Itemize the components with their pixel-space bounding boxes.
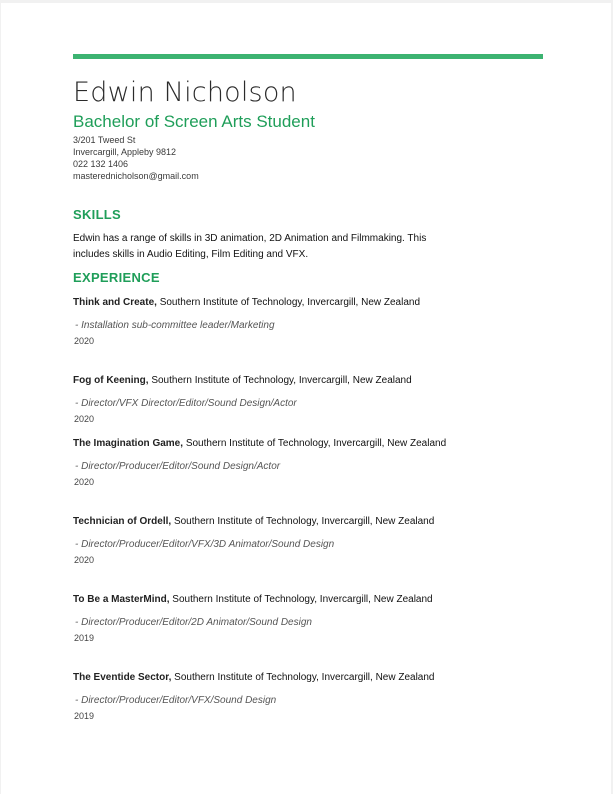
experience-item-title: The Eventide Sector, <box>73 672 172 683</box>
contact-phone: 022 132 1406 <box>73 159 129 169</box>
experience-item-header <box>73 514 453 529</box>
experience-item-title: Technician of Ordell, <box>73 516 172 527</box>
experience-item-header <box>73 295 453 310</box>
experience-item <box>73 514 453 565</box>
experience-item-title: To Be a MasterMind, <box>73 594 170 605</box>
experience-item <box>73 436 453 487</box>
experience-item-place: Southern Institute of Technology, Invercargill, New Zealand <box>172 594 433 605</box>
experience-item-header <box>73 436 453 451</box>
experience-item-place: Southern Institute of Technology, Invercargill, New Zealand <box>151 375 412 386</box>
experience-item-year: 2019 <box>74 633 95 643</box>
experience-item <box>73 670 453 721</box>
skills-heading: SKILLS <box>73 207 122 222</box>
contact-block <box>73 134 199 182</box>
experience-item-title: Fog of Keening, <box>73 375 149 386</box>
accent-bar <box>73 54 543 59</box>
experience-item-place: Southern Institute of Technology, Invercargill, New Zealand <box>174 672 435 683</box>
experience-item-role: - Installation sub-committee leader/Marketing <box>75 320 275 331</box>
experience-item-place: Southern Institute of Technology, Invercargill, New Zealand <box>173 516 435 527</box>
experience-item-role: - Director/VFX Director/Editor/Sound Design/Actor <box>75 398 297 409</box>
experience-item-year: 2019 <box>74 711 95 721</box>
experience-item-year: 2020 <box>74 477 95 487</box>
experience-item-role: - Director/Producer/Editor/Sound Design/Actor <box>75 461 281 472</box>
contact-address-line-2: Invercargill, Appleby 9812 <box>73 147 177 157</box>
experience-item <box>73 295 453 346</box>
experience-item-role: - Director/Producer/Editor/VFX/3D Animator/Sound Design <box>75 539 335 550</box>
experience-item-title: The Imagination Game, <box>73 438 184 449</box>
experience-item-header <box>73 592 453 607</box>
experience-item-place: Southern Institute of Technology, Invercargill, New Zealand <box>185 438 447 449</box>
experience-item-year: 2020 <box>74 555 95 565</box>
resume-page <box>1 3 611 794</box>
contact-email: masterednicholson@gmail.com <box>73 171 199 181</box>
experience-item-year: 2020 <box>74 414 95 424</box>
experience-item-header <box>73 373 453 388</box>
experience-item <box>73 592 453 643</box>
experience-heading: EXPERIENCE <box>73 270 160 285</box>
skills-text: Edwin has a range of skills in 3D animation, 2D Animation and Filmmaking. This includes skills in Audio Editing, Film Editing and VFX. <box>73 233 427 260</box>
experience-item-title: Think and Create, <box>73 297 157 308</box>
experience-item-header <box>73 670 453 685</box>
candidate-subtitle: Bachelor of Screen Arts Student <box>73 112 315 131</box>
experience-item-role: - Director/Producer/Editor/VFX/Sound Design <box>75 695 277 706</box>
experience-item <box>73 373 453 424</box>
contact-address-line-1: 3/201 Tweed St <box>73 135 136 145</box>
experience-item-role: - Director/Producer/Editor/2D Animator/Sound Design <box>75 617 312 628</box>
experience-item-place: Southern Institute of Technology, Invercargill, New Zealand <box>159 297 421 308</box>
experience-item-year: 2020 <box>74 336 95 346</box>
candidate-name: Edwin Nicholson <box>73 77 297 108</box>
